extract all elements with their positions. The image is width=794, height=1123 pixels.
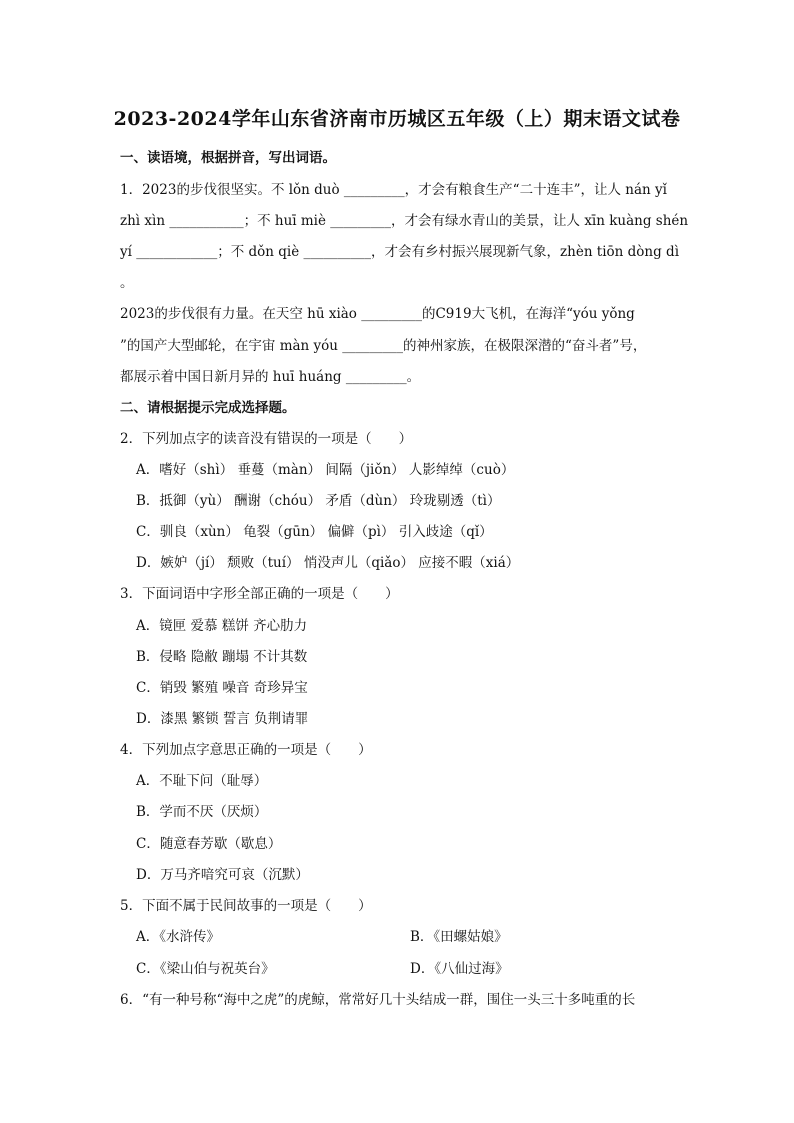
q3-option-d: D．漆黑 繁锁 誓言 负荆请罪 — [136, 711, 309, 727]
q6-stem: 6．“有一种号称“海中之虎”的虎鲸，常常好几十头结成一群，围住一头三十多吨重的长 — [120, 992, 636, 1008]
page-title: 2023-2024学年山东省济南市历城区五年级（上）期末语文试卷 — [113, 108, 681, 130]
q5-option-c: C．《梁山伯与祝英台》 — [136, 961, 275, 977]
q2-option-b: B．抵御（yù） 酬谢（chóu） 矛盾（dùn） 玲珑剔透（tì） — [136, 493, 501, 509]
q4-option-c: C．随意春芳歇（歇息） — [136, 836, 282, 852]
q4-option-a: A．不耻下问（耻辱） — [136, 773, 268, 789]
section2-heading: 二、请根据提示完成选择题。 — [120, 400, 296, 416]
q2-option-c: C．驯良（xùn） 龟裂（gūn） 偏僻（pì） 引入歧途（qǐ） — [136, 524, 493, 540]
q1-line2: zhì xìn ___________；不 huī miè _________，才会有绿水青山的美景，让人 xīn kuàng shén — [120, 213, 689, 229]
q3-option-c: C．销毁 繁殖 噪音 奇珍异宝 — [136, 680, 308, 696]
q1-line5: 2023的步伐很有力量。在天空 hū xiào _________的C919大飞机，在海洋“yóu yǒng — [120, 306, 635, 322]
q3-option-a: A．镜匣 爱慕 糕饼 齐心肋力 — [136, 618, 308, 634]
q1-line3: yí ____________；不 dǒn qiè __________，才会有乡村振兴展现新气象，zhèn tiōn dòng dì — [120, 244, 680, 260]
q4-stem: 4．下列加点字意思正确的一项是（ ） — [120, 742, 372, 758]
q5-option-a: A．《水浒传》 — [136, 929, 220, 945]
q3-stem: 3．下面词语中字形全部正确的一项是（ ） — [120, 586, 399, 602]
q5-option-d: D．《八仙过海》 — [410, 961, 509, 977]
q1-line4: 。 — [120, 275, 134, 291]
q2-stem: 2．下列加点字的读音没有错误的一项是（ ） — [120, 431, 413, 447]
section1-heading: 一、读语境，根据拼音，写出词语。 — [120, 150, 336, 166]
q1-line7: 都展示着中国日新月异的 huī huáng _________。 — [120, 369, 421, 385]
q1-line1: 1．2023的步伐很坚实。不 lǒn duò _________，才会有粮食生产“二十连丰”，让人 nán yǐ — [120, 182, 667, 198]
q3-option-b: B．侵略 隐敝 蹦塌 不计其数 — [136, 649, 308, 665]
q5-option-b: B．《田螺姑娘》 — [410, 929, 508, 945]
q1-line6: ”的国产大型邮轮，在宇宙 màn yóu _________的神州家族，在极限深潜的“奋斗者”号， — [120, 338, 647, 354]
q4-option-d: D．万马齐喑究可哀（沉默） — [136, 867, 309, 883]
q2-option-d: D．嫉妒（jí） 颓败（tuí） 悄没声儿（qiǎo） 应接不暇（xiá） — [136, 555, 520, 571]
q5-stem: 5．下面不属于民间故事的一项是（ ） — [120, 898, 372, 914]
q2-option-a: A．嗜好（shì） 垂蔓（màn） 间隔（jiǒn） 人影绰绰（cuò） — [136, 462, 515, 478]
q4-option-b: B．学而不厌（厌烦） — [136, 804, 268, 820]
